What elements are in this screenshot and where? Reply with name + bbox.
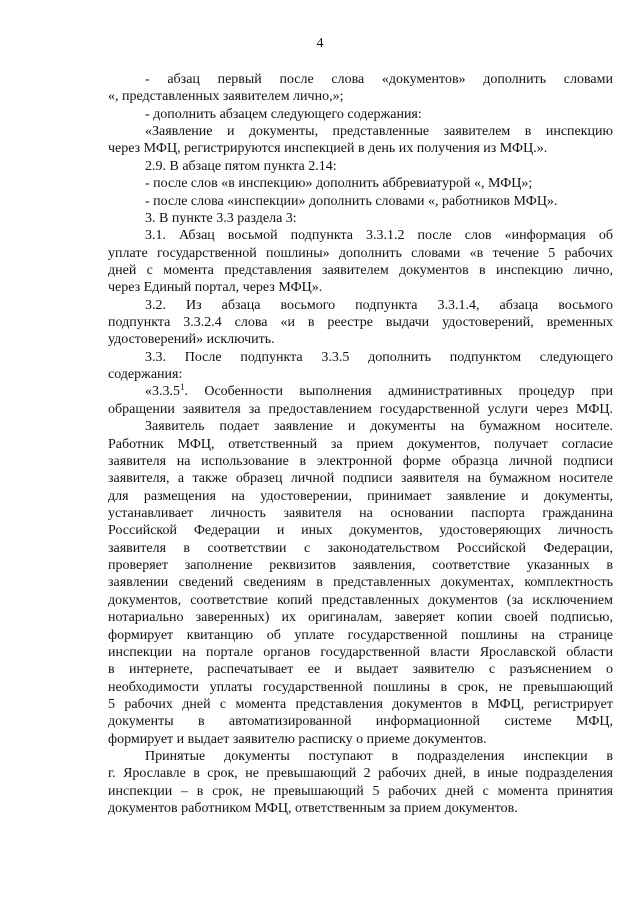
text-line	[108, 106, 613, 123]
page-number: 4	[316, 36, 324, 51]
text-line-content: инспекции – в срок, не превышающий 5 рабочих дней с момента принятия	[108, 783, 613, 799]
text-line	[108, 609, 613, 626]
text-line	[108, 71, 613, 88]
text-line	[108, 696, 613, 713]
text-line	[108, 679, 613, 696]
text-line	[108, 245, 613, 262]
text-line-content: через Единый портал, через МФЦ».	[108, 280, 323, 296]
text-line	[108, 88, 613, 105]
text-line	[108, 193, 613, 210]
text-line	[108, 175, 613, 192]
text-line-content: удостоверений» исключить.	[108, 332, 275, 348]
text-line-content: формирует и выдает заявителю расписку о приеме документов.	[108, 731, 487, 747]
text-line	[108, 557, 613, 574]
text-line-content: - дополнить абзацем следующего содержания:	[145, 106, 422, 122]
text-line-content: дней с момента представления заявителем документов в инспекцию лично,	[108, 262, 613, 278]
text-line	[108, 522, 613, 539]
text-line	[108, 262, 613, 279]
text-line	[108, 227, 613, 244]
text-line	[108, 436, 613, 453]
document-body	[108, 71, 613, 817]
text-line-content: 3.1. Абзац восьмой подпункта 3.3.1.2 после слов «информация об	[145, 228, 613, 244]
text-line-content: 3. В пункте 3.3 раздела 3:	[145, 210, 297, 226]
text-line	[108, 592, 613, 609]
text-line	[108, 314, 613, 331]
text-line	[108, 140, 613, 157]
text-line-content: - после слова «инспекции» дополнить словами «, работников МФЦ».	[145, 193, 558, 209]
text-line-content: «, представленных заявителем лично,»;	[108, 89, 344, 105]
text-line	[108, 731, 613, 748]
text-line	[108, 331, 613, 348]
text-line	[108, 401, 613, 418]
text-line-content: - после слов «в инспекцию» дополнить аббревиатурой «, МФЦ»;	[145, 176, 533, 192]
text-line-content: заявителя, а также образец личной подписи заявителя на бумажном носителе	[108, 471, 613, 487]
text-line-content: «Заявление и документы, представленные заявителем в инспекцию	[145, 124, 613, 140]
text-line-content: проверяет заполнение реквизитов заявления, соответствие указанных в	[108, 558, 613, 574]
text-line	[108, 540, 613, 557]
text-line-content: через МФЦ, регистрируются инспекцией в день их получения из МФЦ.».	[108, 141, 548, 157]
text-line	[108, 661, 613, 678]
text-line	[108, 210, 613, 227]
text-line	[108, 279, 613, 296]
text-line	[108, 349, 613, 366]
text-line-content: нотариально заверенных) их оригиналам, заверяет копии своей подписью,	[108, 610, 613, 626]
text-line	[108, 297, 613, 314]
text-line	[108, 505, 613, 522]
text-line-content: - абзац первый после слова «документов» дополнить словами	[145, 72, 613, 87]
text-line	[108, 123, 613, 140]
text-line-content: устанавливает личность заявителя на основании паспорта гражданина	[108, 505, 613, 521]
text-line	[108, 574, 613, 591]
text-line-content: Российской Федерации и иных документов, удостоверяющих личность	[108, 523, 613, 539]
superscript: 1	[180, 382, 185, 393]
text-line-content: обращении заявителя за предоставлением государственной услуги через МФЦ.	[108, 401, 613, 417]
text-line-content: 3.2. Из абзаца восьмого подпункта 3.3.1.4, абзаца восьмого	[145, 297, 613, 313]
text-line-content: уплате государственной пошлины» дополнить словами «в течение 5 рабочих	[108, 245, 613, 261]
text-line-content: Работник МФЦ, ответственный за прием документов, получает согласие	[108, 436, 613, 452]
text-line	[108, 383, 613, 400]
text-line-content: 2.9. В абзаце пятом пункта 2.14:	[145, 158, 337, 174]
text-line	[108, 783, 613, 800]
text-line	[108, 644, 613, 661]
text-line	[108, 748, 613, 765]
text-line	[108, 713, 613, 730]
text-line-content: документы в автоматизированной информационной системе МФЦ,	[108, 714, 613, 730]
text-line-content: Заявитель подает заявление и документы на бумажном носителе.	[145, 419, 613, 435]
text-line-content: г. Ярославле в срок, не превышающий 2 рабочих дней, в иные подразделения	[108, 766, 613, 782]
text-line-content: в интернете, распечатывает ее и выдает заявителю с разъяснением о	[108, 662, 613, 678]
text-line-content: 3.3. После подпункта 3.3.5 дополнить подпунктом следующего	[145, 349, 613, 365]
text-line-content: заявителя в соответствии с законодательством Российской Федерации,	[108, 540, 613, 556]
text-line	[108, 418, 613, 435]
text-line-content: содержания:	[108, 367, 183, 383]
text-line-content: формирует квитанцию об уплате государственной пошлины на странице	[108, 627, 613, 643]
text-line	[108, 627, 613, 644]
text-line-content: заявлении сведений сведениям в представленных документах, комплектность	[108, 575, 613, 591]
text-line	[108, 366, 613, 383]
text-line	[108, 488, 613, 505]
text-line-content: документов работником МФЦ, ответственным за прием документов.	[108, 801, 518, 817]
text-line-content: 5 рабочих дней с момента представления документов в МФЦ, регистрирует	[108, 696, 613, 712]
text-line-content: документов, соответствие копий представленных документов (за исключением	[108, 592, 613, 608]
text-line	[108, 765, 613, 782]
text-line	[108, 470, 613, 487]
text-line	[108, 158, 613, 175]
text-line-content: инспекции на портале органов государственной власти Ярославской области	[108, 644, 613, 660]
text-line	[108, 800, 613, 817]
text-line-content: необходимости уплаты государственной пошлины в срок, не превышающий	[108, 679, 613, 695]
text-line	[108, 453, 613, 470]
text-line-content: Принятые документы поступают в подразделения инспекции в	[145, 749, 613, 765]
text-line-content: для размещения на удостоверении, принимает заявление и документы,	[108, 488, 613, 504]
text-line-content: «3.3.5	[145, 384, 180, 400]
text-line-continuation: . Особенности выполнения административных процедур при	[184, 384, 613, 400]
text-line-content: заявителя на использование в электронной форме образца личной подписи	[108, 453, 613, 469]
text-line-content: подпункта 3.3.2.4 слова «и в реестре выдачи удостоверений, временных	[108, 315, 613, 331]
